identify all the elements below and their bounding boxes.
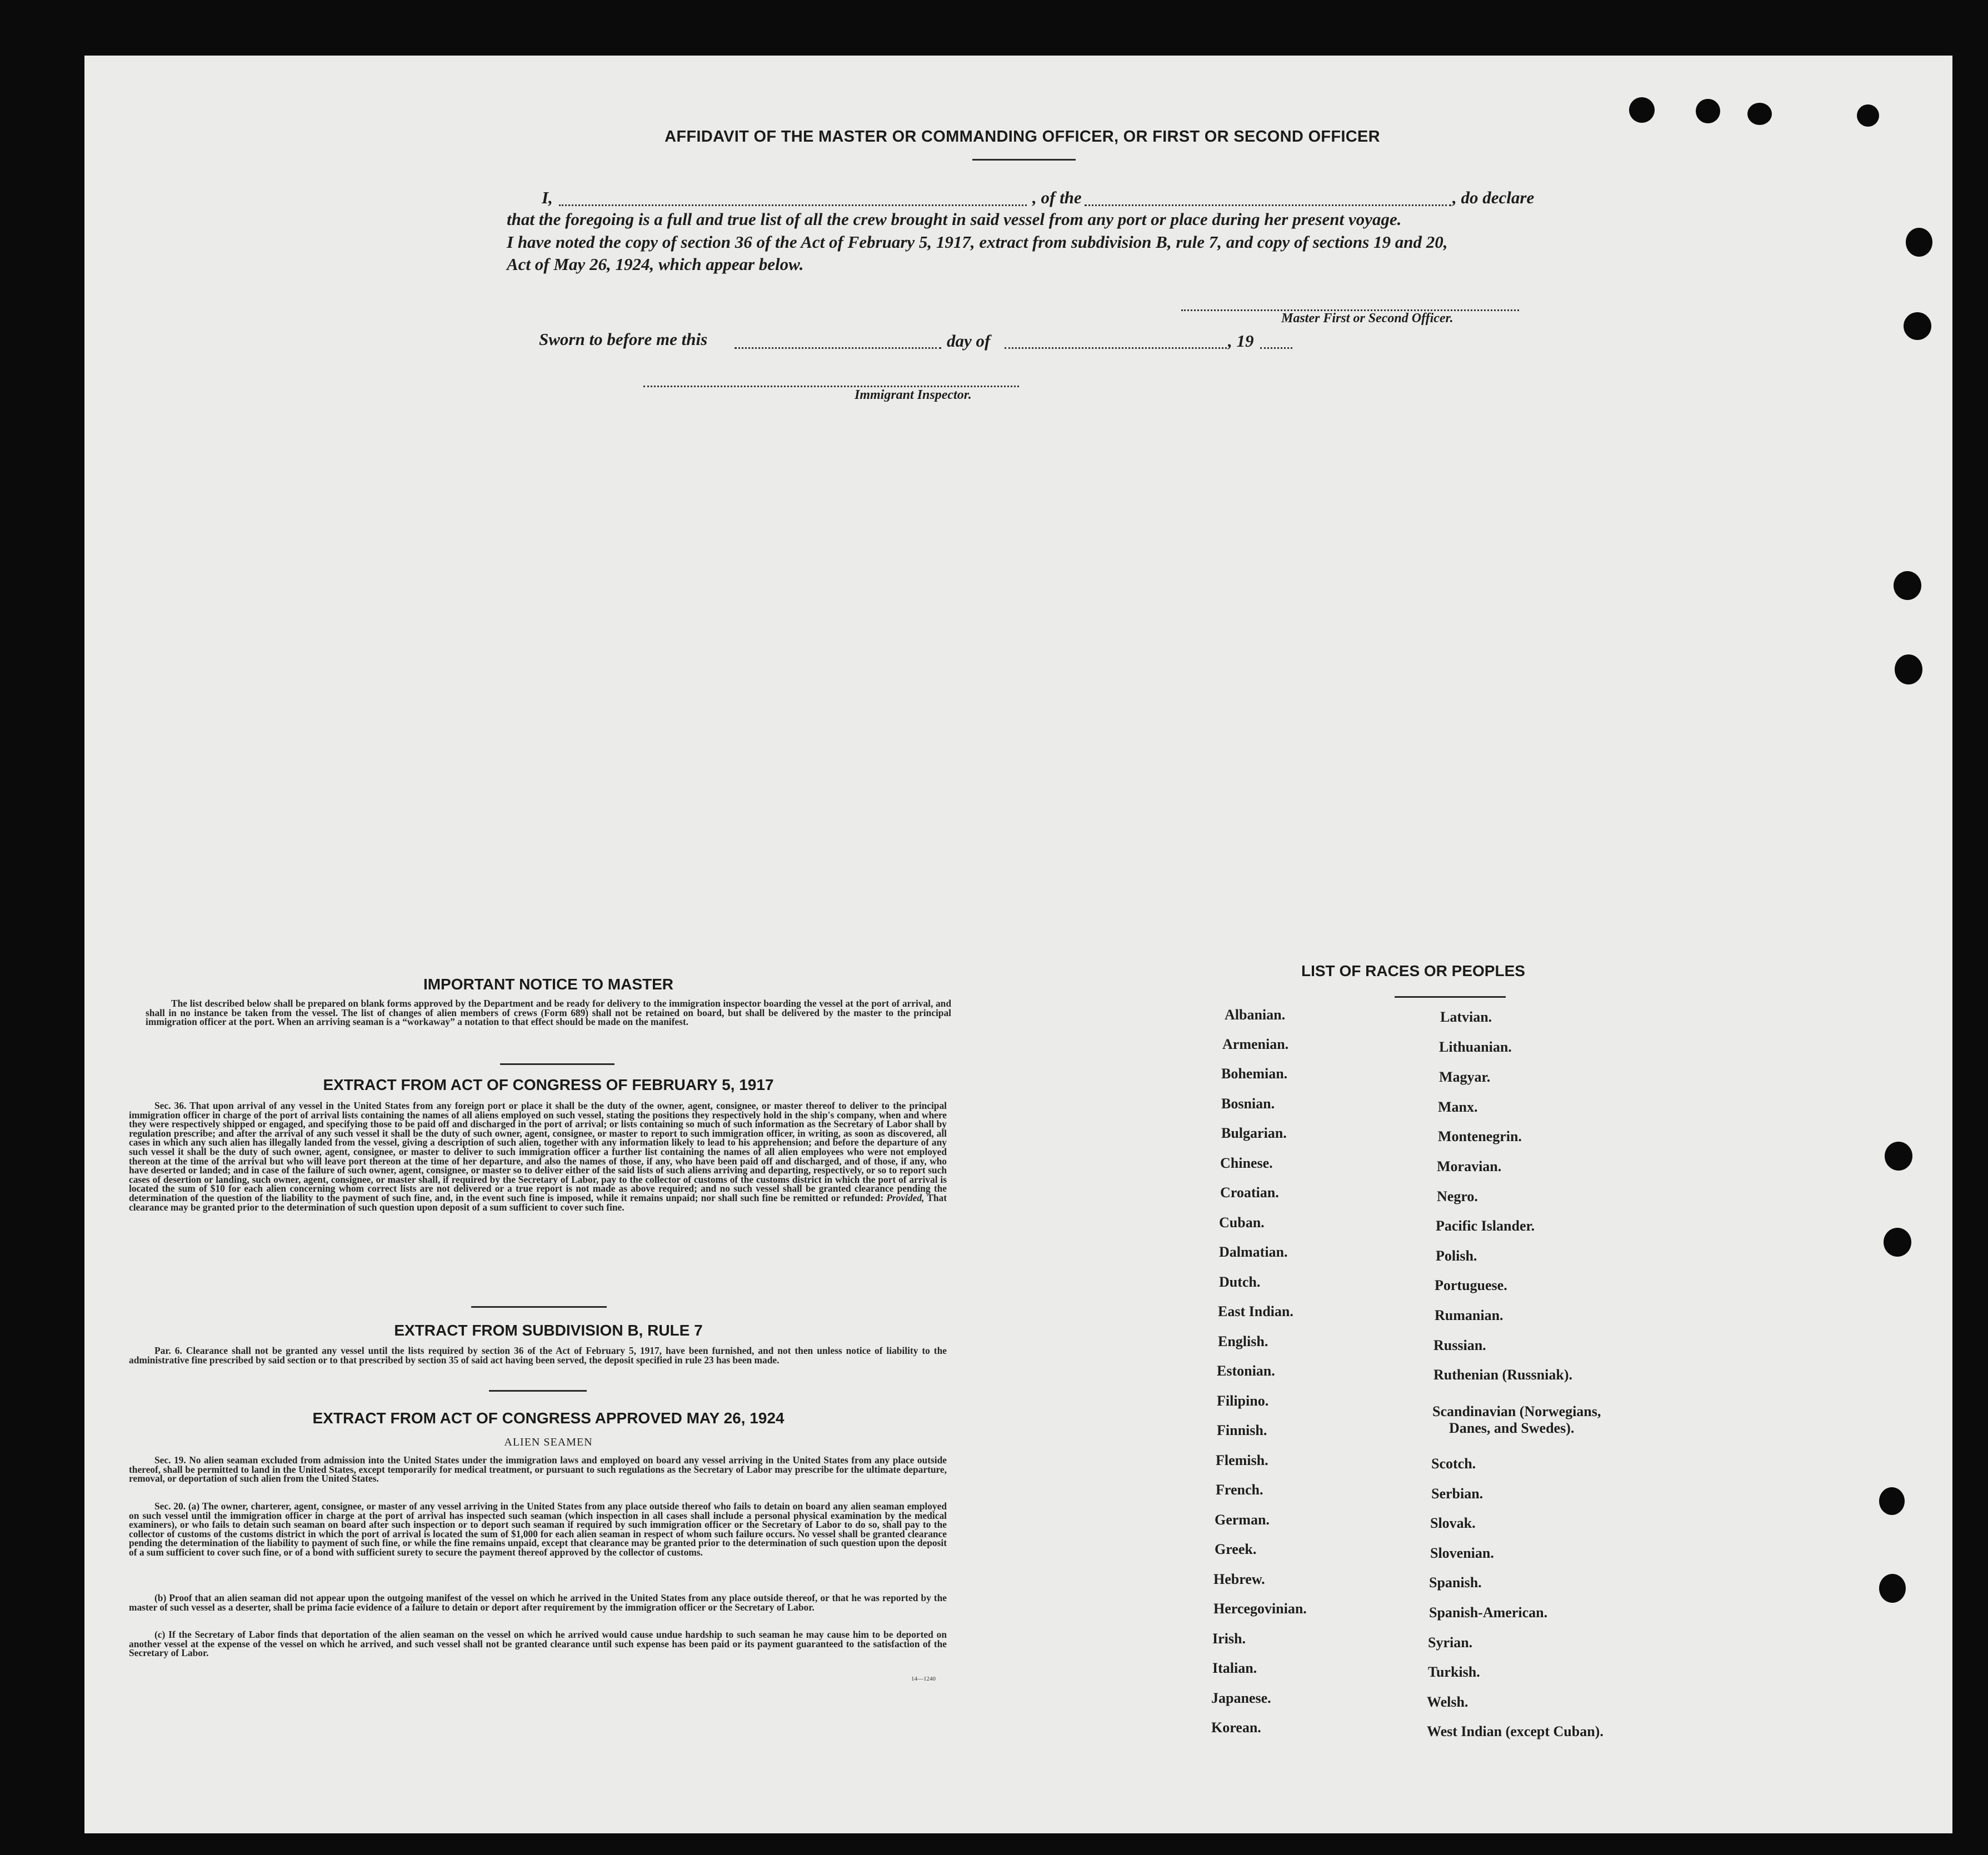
race-item: Dutch.	[1219, 1274, 1261, 1290]
race-item: French.	[1216, 1482, 1263, 1498]
race-item: Croatian.	[1220, 1184, 1279, 1201]
notice-text: The list described below shall be prepared on blank forms approved by the Department and be ready for delivery to the immigration inspector boarding the vessel at the port of arrival, and shall in no instance be taken from the vessel. The list of changes of alien members of crews (Form 689) shall not be retained on board, but shall be delivered by the master to the principal immigration officer at the port. When an arriving seaman is a “workaway” a notation to that effect should be made on the manifest.	[146, 998, 951, 1028]
race-item: Flemish.	[1216, 1452, 1268, 1468]
do-declare-label: , do declare	[1452, 188, 1535, 207]
races-heading: LIST OF RACES OR PEOPLES	[1301, 962, 1525, 979]
race-item: Moravian.	[1437, 1158, 1502, 1174]
punch-hole-side-5	[1885, 1142, 1912, 1171]
punch-hole-top-3	[1747, 103, 1772, 125]
sworn-prefix: Sworn to before me this	[539, 329, 708, 349]
race-item: Cuban.	[1219, 1214, 1265, 1231]
race-item: Spanish-American.	[1429, 1604, 1548, 1621]
race-item: Ruthenian (Russniak).	[1433, 1367, 1572, 1383]
race-item: Magyar.	[1439, 1069, 1491, 1085]
punch-hole-side-2	[1904, 312, 1931, 340]
race-item: Serbian.	[1431, 1486, 1483, 1502]
race-item: Pacific Islander.	[1436, 1218, 1535, 1234]
race-item: Armenian.	[1222, 1036, 1289, 1052]
race-item: Bohemian.	[1221, 1066, 1288, 1082]
race-item: Japanese.	[1211, 1690, 1271, 1706]
race-item: Estonian.	[1217, 1363, 1275, 1379]
race-item: Russian.	[1433, 1337, 1486, 1353]
affidavit-heading-rule	[972, 159, 1076, 161]
extract-1924-sec-19: Sec. 19. No alien seaman excluded from admission into the United States under the immigration laws and employed on board any vessel arriving in the United States from any place outside thereof, shall be permitted to land in the United States, except temporarily for medical treatment, or pursuant to such regulations as the Secretary of Labor may prescribe for the ultimate departure, removal, or deportation of such alien from the United States.	[129, 1454, 947, 1484]
extract-1924-heading: EXTRACT FROM ACT OF CONGRESS APPROVED MAY 26, 1924	[312, 1409, 785, 1427]
notice-heading: IMPORTANT NOTICE TO MASTER	[423, 976, 674, 993]
sworn-day-field[interactable]	[735, 347, 941, 349]
sworn-year-field[interactable]	[1260, 347, 1292, 349]
extract-1917-divider	[471, 1306, 607, 1308]
inspector-signature-caption: Immigrant Inspector.	[855, 388, 972, 402]
race-item: Scandinavian (Norwegians,	[1432, 1403, 1601, 1419]
race-item: Irish.	[1212, 1631, 1246, 1647]
punch-hole-side-6	[1884, 1228, 1911, 1257]
extract-1924-sec-20a: Sec. 20. (a) The owner, charterer, agent, consignee, or master of any vessel arriving in the United States from any place outside thereof who fails to detain on board any alien seaman employed on such vessel until the immigration officer in charge at the port of arrival has inspected such seaman (which inspection in all cases shall include a personal physical examination by the medical examiners), or who fails to detain such seaman on board after such inspection or to deport such seaman if required by such immigration officer or the Secretary of Labor to do so, shall pay to the collector of customs of the customs district in which the port of arrival is located the sum of $1,000 for each alien seaman in respect of whom such failure occurs. No vessel shall be granted clearance pending the determination of the liability to payment of such fine, or while the fine remains unpaid, except that clearance may be granted prior to the determination of such question upon the deposit of a sum sufficient to cover such fine, or of a bond with sufficient surety to secure the payment thereof approved by the collector of customs.	[129, 1501, 947, 1558]
race-item: Manx.	[1438, 1099, 1478, 1115]
alien-seamen-subheading: ALIEN SEAMEN	[504, 1436, 593, 1448]
race-item: German.	[1215, 1512, 1270, 1528]
sworn-year-label: , 19	[1228, 331, 1254, 351]
form-page	[84, 56, 1952, 1833]
race-item: Negro.	[1437, 1188, 1478, 1204]
race-item: Rumanian.	[1435, 1307, 1504, 1323]
race-item: Bosnian.	[1221, 1096, 1275, 1112]
punch-hole-side-1	[1906, 228, 1932, 257]
punch-hole-top-2	[1696, 99, 1720, 123]
extract-1924-sec-20c: (c) If the Secretary of Labor finds that deportation of the alien seaman on the vessel on which he arrived would cause undue hardship to such seaman he may cause him to be deported on another vessel at the expense of the vessel on which he arrived, and such vessel shall not be granted clearance until such expense has been paid or its payment guaranteed to the satisfaction of the Secretary of Labor.	[129, 1629, 947, 1659]
punch-hole-side-4	[1895, 654, 1922, 684]
race-item: Albanian.	[1225, 1007, 1286, 1023]
race-item: Italian.	[1212, 1660, 1257, 1676]
race-item: Finnish.	[1217, 1422, 1267, 1438]
race-item: Danes, and Swedes).	[1449, 1420, 1575, 1436]
punch-hole-top-1	[1629, 97, 1655, 123]
form-number: 14—1240	[911, 1676, 936, 1682]
declarant-name-field[interactable]	[559, 204, 1027, 206]
rule-7-divider	[489, 1390, 587, 1392]
race-item: Turkish.	[1428, 1664, 1480, 1680]
race-item: Syrian.	[1428, 1634, 1473, 1651]
race-item: Welsh.	[1427, 1694, 1468, 1710]
rule-7-text: Par. 6. Clearance shall not be granted any vessel until the lists required by section 36 of the Act of February 5, 1917, have been furnished, and not then unless notice of liability to the administrative fine prescribed by said section or to that prescribed by section 35 of said act having been served, the deposit specified in rule 23 has been made.	[129, 1345, 947, 1366]
race-item: Polish.	[1436, 1248, 1477, 1264]
sworn-month-field[interactable]	[1005, 347, 1227, 349]
inspector-signature-line[interactable]	[643, 386, 1019, 387]
declaration-line-2: that the foregoing is a full and true list of all the crew brought in said vessel from any port or place during her present voyage.	[507, 209, 1402, 229]
declaration-line-3: I have noted the copy of section 36 of the Act of February 5, 1917, extract from subdivision B, rule 7, and copy of sections 19 and 20,	[507, 232, 1448, 252]
sworn-day-of-label: day of	[947, 331, 991, 351]
master-signature-caption: Master First or Second Officer.	[1281, 311, 1453, 326]
extract-1917-heading: EXTRACT FROM ACT OF CONGRESS OF FEBRUARY 5, 1917	[323, 1076, 774, 1093]
punch-hole-top-4	[1857, 104, 1879, 127]
of-the-label: , of the	[1032, 188, 1082, 207]
extract-1924-sec-20b: (b) Proof that an alien seaman did not appear upon the outgoing manifest of the vessel on which he arrived in the United States from any place outside thereof, or that he was reported by the master of such vessel as a deserter, shall be prima facie evidence of a failure to detain or deport after requirement by the immigration officer or the Secretary of Labor.	[129, 1592, 947, 1613]
race-item: Bulgarian.	[1221, 1125, 1287, 1141]
vessel-name-field[interactable]	[1085, 204, 1451, 206]
race-item: Hercegovinian.	[1213, 1601, 1307, 1617]
race-item: Slovak.	[1430, 1515, 1476, 1531]
race-item: Korean.	[1211, 1719, 1261, 1736]
punch-hole-side-3	[1894, 571, 1921, 600]
punch-hole-side-8	[1879, 1574, 1906, 1603]
race-item: English.	[1218, 1333, 1268, 1349]
race-item: Slovenian.	[1430, 1545, 1494, 1561]
race-item: Scotch.	[1431, 1456, 1476, 1472]
race-item: Portuguese.	[1435, 1277, 1507, 1293]
race-item: Dalmatian.	[1219, 1244, 1288, 1260]
affidavit-heading: AFFIDAVIT OF THE MASTER OR COMMANDING OFFICER, OR FIRST OR SECOND OFFICER	[665, 128, 1380, 146]
provided-word: Provided,	[886, 1192, 925, 1203]
punch-hole-side-7	[1879, 1487, 1905, 1515]
race-item: Chinese.	[1220, 1155, 1273, 1171]
notice-divider	[500, 1063, 615, 1065]
race-item: Spanish.	[1429, 1574, 1482, 1591]
race-item: Greek.	[1215, 1541, 1257, 1557]
extract-1917-text: Sec. 36. That upon arrival of any vessel in the United States from any foreign port or place it shall be the duty of the owner, agent, consignee, or master thereof to deliver to the principal immigration officer in charge of the port of arrival lists containing the names of all aliens employed on such vessel, stating the positions they respectively hold in the ship's company, when and where they were respectively shipped or engaged, and specifying those to be paid off and discharged in the port of arrival; or lists containing so much of such information as the Secretary of Labor shall by regulation prescribe; and after the arrival of any such vessel it shall be the duty of such owner, agent, consignee, or master to report to such immigration officer, in writing, as soon as discovered, all cases in which any such alien has illegally landed from the vessel, giving a description of such alien, together with any information likely to lead to his apprehension; and before the departure of any such vessel it shall be the duty of such owner, agent, consignee, or master to deliver to such immigration officer a further list containing the names of all alien employees who were not employed thereon at the time of the arrival but who will leave port thereon at the time of her departure, and also the names of those, if any, who have been paid off and discharged, and of those, if any, who have deserted or landed; and in case of the failure of such owner, agent, consignee, or master so to deliver either of the said lists of such aliens arriving and departing, respectively, or so to report such cases of desertion or landing, such owner, agent, consignee, or master shall, if required by the Secretary of Labor, pay to the collector of customs of the customs district in which the port of arrival is located the sum of $10 for each alien concerning whom correct lists are not delivered or a true report is not made as above required; and no such vessel shall be granted clearance pending the determination of the question of the liability to the payment of such fine, and, in the event such fine is imposed, while it remains unpaid; nor shall such fine be remitted or refunded: Provided, That clearance may be granted prior to the determination of such question upon deposit of a sum sufficient to cover such fine.	[129, 1100, 947, 1213]
race-item: West Indian (except Cuban).	[1427, 1723, 1604, 1739]
declaration-line-4: Act of May 26, 1924, which appear below.	[507, 254, 804, 274]
declarant-prefix: I,	[542, 188, 553, 207]
race-item: Lithuanian.	[1439, 1039, 1512, 1055]
rule-7-heading: EXTRACT FROM SUBDIVISION B, RULE 7	[394, 1322, 703, 1339]
race-item: Latvian.	[1440, 1009, 1492, 1025]
race-item: Filipino.	[1217, 1393, 1269, 1409]
race-item: Hebrew.	[1213, 1571, 1265, 1587]
race-item: Montenegrin.	[1438, 1128, 1522, 1144]
races-heading-rule	[1395, 996, 1506, 998]
race-item: East Indian.	[1218, 1303, 1293, 1319]
